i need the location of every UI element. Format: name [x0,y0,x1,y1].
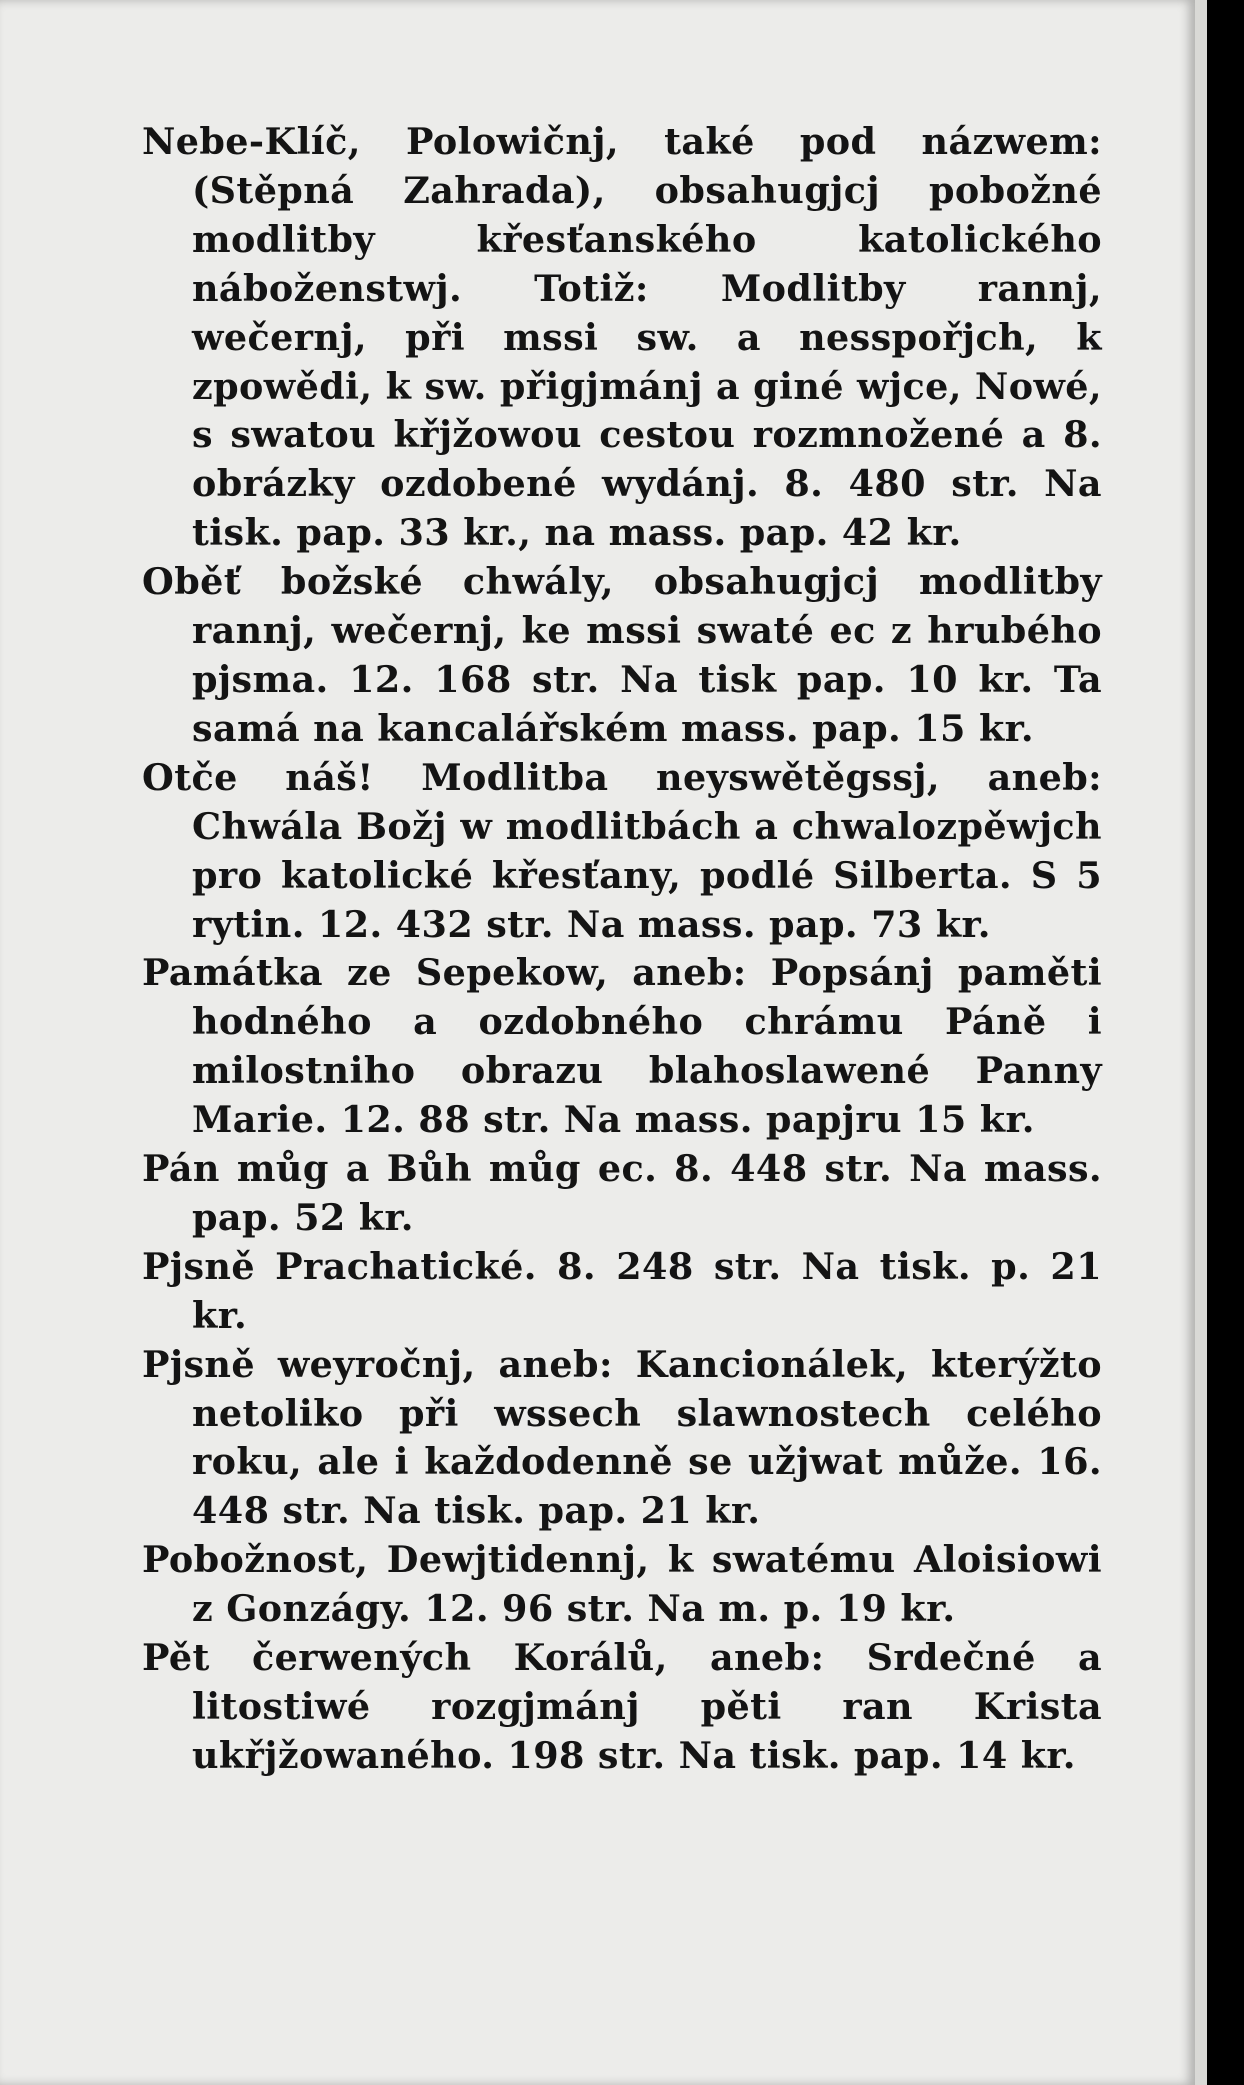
adjacent-page-edge [1195,0,1207,2085]
catalog-list [142,118,1102,1781]
catalog-entry: Pobožnost, Dewjtidennj, k swatému Aloisiowi z Gonzágy. 12. 96 str. Na m. p. 19 kr. [142,1538,1102,1631]
catalog-entry: Pjsně Prachatické. 8. 248 str. Na tisk. p. 21 kr. [142,1244,1102,1337]
catalog-entry: Otče náš! Modlitba neyswětěgssj, aneb: Chwála Božj w modlitbách a chwalozpěwjch pro katolické křesťany, podlé Silberta. S 5 rytin. 12. 432 str. Na mass. pap. 73 kr. [142,755,1102,946]
catalog-entry: Oběť božské chwály, obsahugjcj modlitby rannj, wečernj, ke mssi swaté ec z hrubého pjsma. 12. 168 str. Na tisk pap. 10 kr. Ta samá na kancalářském mass. pap. 15 kr. [142,560,1102,750]
catalog-entry: Pět čerwených Korálů, aneb: Srdečné a litostiwé rozgjmánj pěti ran Krista ukřjžowaného. 198 str. Na tisk. pap. 14 kr. [142,1636,1102,1777]
catalog-entry: Památka ze Sepekow, aneb: Popsánj paměti hodného a ozdobného chrámu Páně i milostniho obrazu blahoslawené Panny Marie. 12. 88 str. Na mass. papjru 15 kr. [142,951,1102,1142]
catalog-entry: Pán můg a Bůh můg ec. 8. 448 str. Na mass. pap. 52 kr. [142,1147,1102,1239]
catalog-entry: Pjsně weyročnj, aneb: Kancionálek, kterýžto netoliko při wssech slawnostech celého roku, ale i každodenně se užjwat může. 16. 448 str. Na tisk. pap. 21 kr. [142,1342,1102,1533]
catalog-entry: Nebe-Klíč, Polowičnj, také pod názwem: (Stěpná Zahrada), obsahugjcj pobožné modlitby křesťanského katolického náboženstwj. Totiž: Modlitby rannj, wečernj, při mssi sw. a nesspořjch, k zpowědi, k sw. přigjmánj a giné wjce, Nowé, s swatou křjžowou cestou rozmnožené a 8. obrázky ozdobené wydánj. 8. 480 str. Na tisk. pap. 33 kr., na mass. pap. 42 kr. [142,120,1102,555]
